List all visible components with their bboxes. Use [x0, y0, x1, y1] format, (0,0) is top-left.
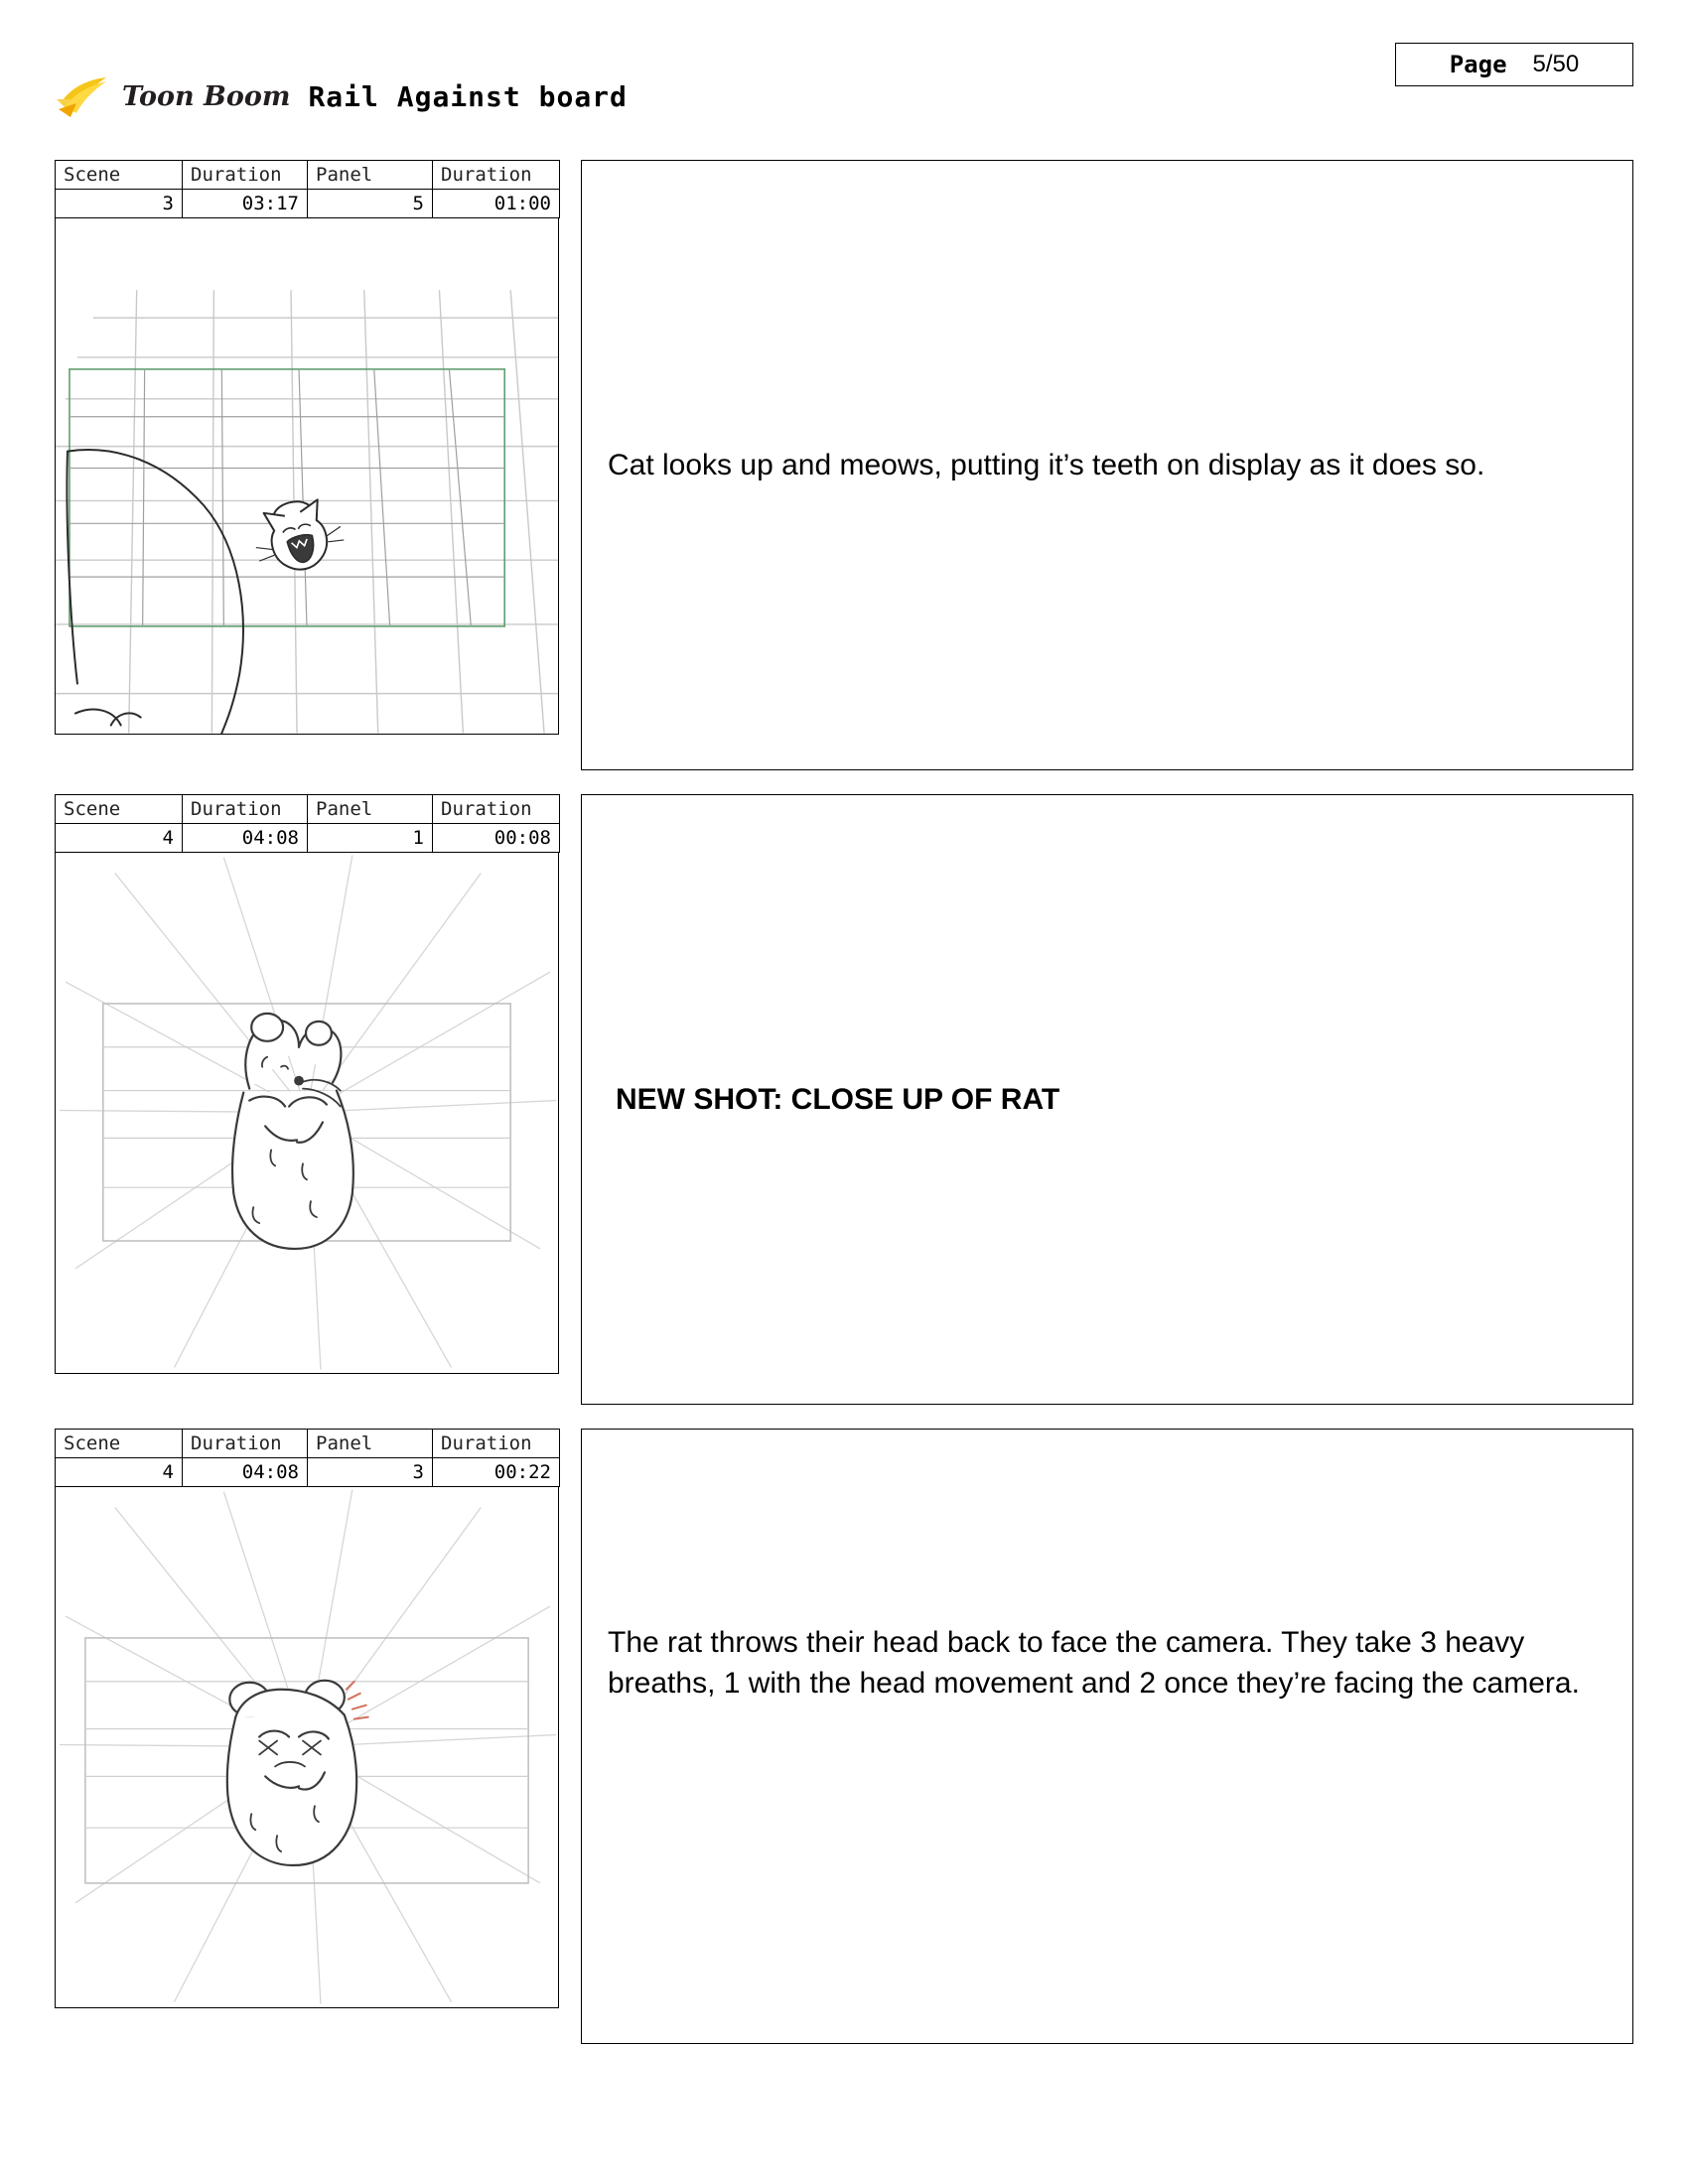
scene-duration-value: 03:17 [183, 190, 308, 218]
scene-duration-value: 04:08 [183, 1458, 308, 1487]
panel-meta-table [55, 794, 560, 853]
panel-duration-value: 00:08 [433, 824, 560, 853]
page-indicator [1395, 43, 1633, 86]
scene-duration-header: Duration [183, 1430, 308, 1458]
panel-thumbnail-cat [55, 218, 559, 735]
panel-caption-box [581, 794, 1633, 1405]
storyboard-row [55, 794, 1633, 1405]
scene-duration-header: Duration [183, 161, 308, 190]
panel-left-column [55, 1429, 559, 2008]
panel-caption-box [581, 1429, 1633, 2044]
panel-header: Panel [308, 795, 433, 824]
scene-value: 4 [56, 1458, 183, 1487]
scene-header: Scene [56, 161, 183, 190]
toonboom-logo-text: Toon Boom [122, 81, 291, 112]
storyboard-row [55, 1429, 1633, 2044]
page-number: 5/50 [1532, 51, 1580, 77]
panel-duration-value: 00:22 [433, 1458, 560, 1487]
panel-left-column [55, 160, 559, 735]
scene-duration-header: Duration [183, 795, 308, 824]
panel-duration-header: Duration [433, 161, 560, 190]
page-header [55, 0, 1633, 144]
panel-caption: Cat looks up and meows, putting it’s teeth on display as it does so. [608, 448, 1485, 481]
panel-caption: NEW SHOT: CLOSE UP OF RAT [616, 1082, 1060, 1116]
panel-value: 5 [308, 190, 433, 218]
panel-meta-table [55, 1429, 560, 1487]
panel-thumbnail-rat-closeup [55, 853, 559, 1374]
scene-header: Scene [56, 795, 183, 824]
scene-value: 4 [56, 824, 183, 853]
panel-value: 1 [308, 824, 433, 853]
scene-value: 3 [56, 190, 183, 218]
panel-left-column [55, 794, 559, 1374]
panel-duration-header: Duration [433, 1430, 560, 1458]
panel-rows [55, 160, 1633, 2044]
scene-header: Scene [56, 1430, 183, 1458]
page-label: Page [1449, 51, 1507, 78]
toonboom-logo [55, 73, 290, 121]
toonboom-sun-icon [55, 73, 116, 121]
board-title: Rail Against board [308, 80, 628, 113]
scene-duration-value: 04:08 [183, 824, 308, 853]
panel-duration-header: Duration [433, 795, 560, 824]
panel-thumbnail-rat-head-back [55, 1487, 559, 2008]
panel-meta-table [55, 160, 560, 218]
panel-value: 3 [308, 1458, 433, 1487]
storyboard-row [55, 160, 1633, 770]
panel-caption-box [581, 160, 1633, 770]
panel-header: Panel [308, 1430, 433, 1458]
panel-caption: The rat throws their head back to face the camera. They take 3 heavy breaths, 1 with the head movement and 2 once they’re facing the camera. [608, 1626, 1580, 1700]
panel-duration-value: 01:00 [433, 190, 560, 218]
panel-header: Panel [308, 161, 433, 190]
